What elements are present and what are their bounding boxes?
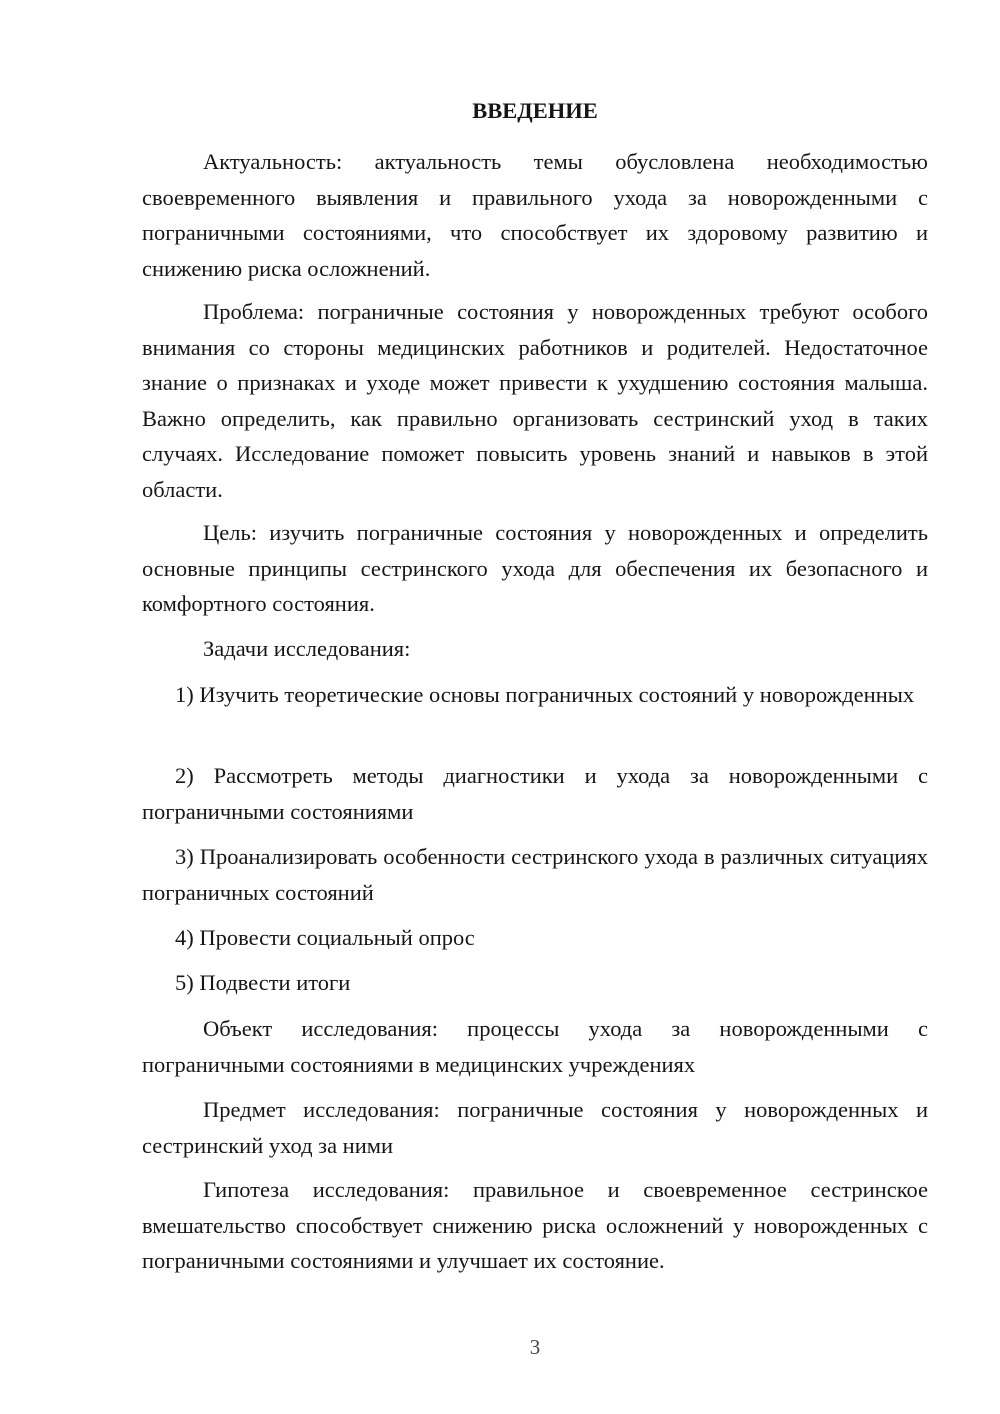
task-item-2: 2) Рассмотреть методы диагностики и ухода за новорожденными с пограничными состояниями	[142, 763, 928, 824]
task-item-4: 4) Провести социальный опрос	[175, 925, 475, 950]
tasks-heading: Задачи исследования:	[203, 636, 411, 661]
hypothesis-paragraph: Гипотеза исследования: правильное и своевременное сестринское вмешательство способствует снижению риска осложнений у новорожденных с пограничными состояниями и улучшает их состояние.	[142, 1177, 928, 1273]
goal-paragraph: Цель: изучить пограничные состояния у новорожденных и определить основные принципы сестринского ухода для обеспечения их безопасного и комфортного состояния.	[142, 520, 928, 616]
task-item-3: 3) Проанализировать особенности сестринского ухода в различных ситуациях пограничных состояний	[142, 844, 928, 905]
object-paragraph: Объект исследования: процессы ухода за новорожденными с пограничными состояниями в медицинских учреждениях	[142, 1016, 928, 1077]
problem-paragraph: Проблема: пограничные состояния у новорожденных требуют особого внимания со стороны медицинских работников и родителей. Недостаточное знание о признаках и уходе может привести к ухудшению состояния малыша. Важно определить, как правильно организовать сестринский уход в таких случаях. Исследование поможет повысить уровень знаний и навыков в этой области.	[142, 299, 928, 502]
subject-paragraph: Предмет исследования: пограничные состояния у новорожденных и сестринский уход за ними	[142, 1097, 928, 1158]
section-title: ВВЕДЕНИЕ	[472, 98, 598, 123]
task-item-5: 5) Подвести итоги	[175, 970, 351, 995]
relevance-paragraph: Актуальность: актуальность темы обусловлена необходимостью своевременного выявления и правильного ухода за новорожденными с пограничными состояниями, что способствует их здоровому развитию и снижению риска осложнений.	[142, 149, 928, 281]
page-number: 3	[529, 1335, 541, 1359]
task-item-1: 1) Изучить теоретические основы пограничных состояний у новорожденных	[175, 682, 915, 707]
